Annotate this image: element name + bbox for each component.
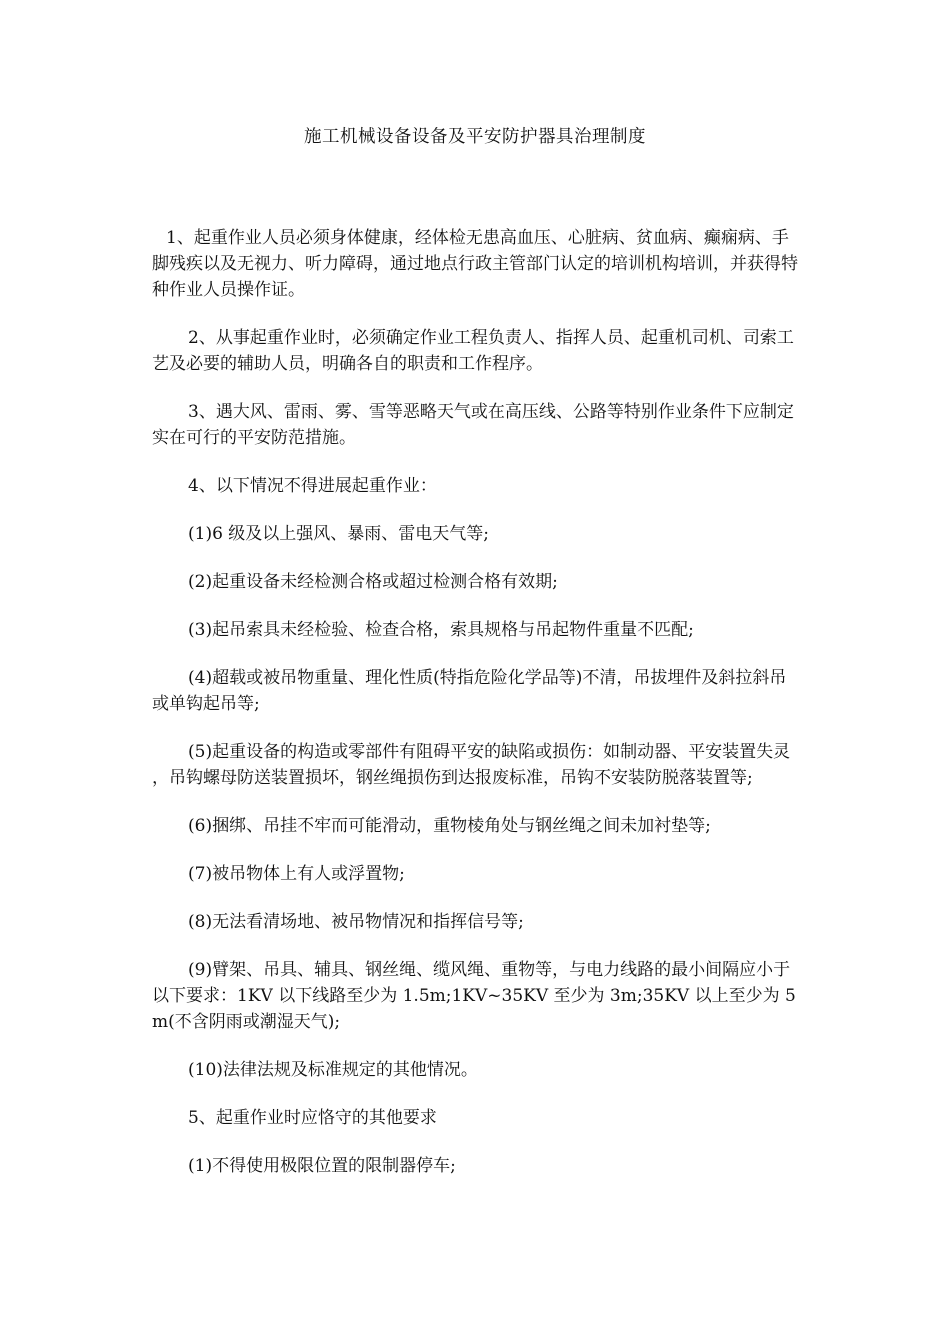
paragraph-gap: [152, 887, 802, 909]
paragraph-gap: [152, 935, 802, 957]
paragraph-gap: [152, 717, 802, 739]
list-item-4: (4)超载或被吊物重量、理化性质(特指危险化学品等)不清，吊拔埋件及斜拉斜吊或单钩起吊等;: [152, 668, 787, 714]
list-item-9: (9)臂架、吊具、辅具、钢丝绳、缆风绳、重物等，与电力线路的最小间隔应小于以下要求：1KV 以下线路至少为 1.5m;1KV~35KV 至少为 3m;35KV 以上至少为 5m(不含阴雨或潮湿天气);: [152, 960, 796, 1032]
paragraph-gap: [152, 1131, 802, 1153]
paragraph-gap: [152, 303, 802, 325]
paragraph-4: 4、以下情况不得进展起重作业：: [188, 476, 437, 496]
paragraph-5: 5、起重作业时应恪守的其他要求: [188, 1108, 437, 1128]
paragraph-2: 2、从事起重作业时，必须确定作业工程负责人、指挥人员、起重机司机、司索工艺及必要的辅助人员，明确各自的职责和工作程序。: [152, 328, 794, 374]
paragraph-3: 3、遇大风、雷雨、雾、雪等恶略天气或在高压线、公路等特别作业条件下应制定实在可行的平安防范措施。: [152, 402, 794, 448]
list-item-3: (3)起吊索具未经检验、检查合格，索具规格与吊起物件重量不匹配;: [188, 620, 694, 640]
list-item-1: (1)6 级及以上强风、暴雨、雷电天气等;: [188, 524, 490, 544]
paragraph-gap: [152, 1083, 802, 1105]
paragraph-gap: [152, 595, 802, 617]
list-item-6: (6)捆绑、吊挂不牢而可能滑动，重物棱角处与钢丝绳之间未加衬垫等;: [188, 816, 711, 836]
document-body: [152, 225, 802, 1179]
list-item-10: (10)法律法规及标准规定的其他情况。: [188, 1060, 478, 1080]
paragraph-gap: [152, 547, 802, 569]
document-title: 施工机械设备设备及平安防护器具治理制度: [304, 127, 646, 147]
paragraph-gap: [152, 839, 802, 861]
paragraph-1: 1、起重作业人员必须身体健康，经体检无患高血压、心脏病、贫血病、癫痫病、手脚残疾以及无视力、听力障碍，通过地点行政主管部门认定的培训机构培训，并获得特种作业人员操作证。: [152, 228, 798, 300]
list-item-5: (5)起重设备的构造或零部件有阻碍平安的缺陷或损伤：如制动器、平安装置失灵，吊钩螺母防送装置损坏，钢丝绳损伤到达报废标准，吊钩不安装防脱落装置等;: [152, 742, 791, 788]
paragraph-gap: [152, 499, 802, 521]
list-item-7: (7)被吊物体上有人或浮置物;: [188, 864, 405, 884]
paragraph-gap: [152, 791, 802, 813]
sub-list-item-1: (1)不得使用极限位置的限制器停车;: [188, 1156, 456, 1176]
list-item-8: (8)无法看清场地、被吊物情况和指挥信号等;: [188, 912, 524, 932]
paragraph-gap: [152, 1035, 802, 1057]
paragraph-gap: [152, 451, 802, 473]
list-item-2: (2)起重设备未经检测合格或超过检测合格有效期;: [188, 572, 558, 592]
paragraph-gap: [152, 643, 802, 665]
paragraph-gap: [152, 377, 802, 399]
